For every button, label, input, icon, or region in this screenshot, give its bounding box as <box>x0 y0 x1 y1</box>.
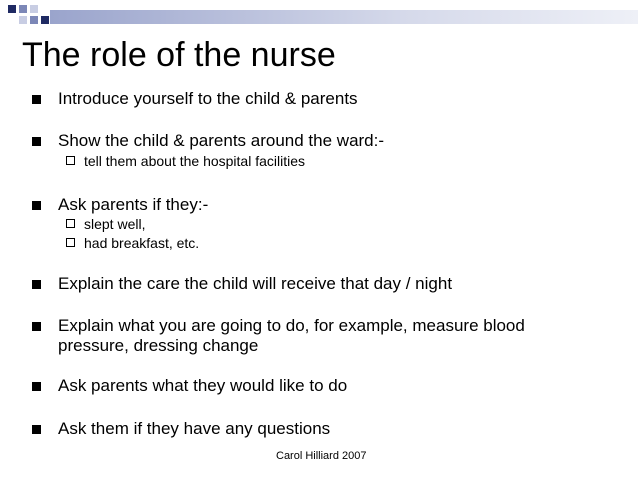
hollow-square-bullet-icon <box>66 238 75 247</box>
filled-square-bullet-icon <box>32 382 41 391</box>
filled-square-bullet-icon <box>32 137 41 146</box>
header-gradient-bar <box>50 10 638 24</box>
bullet-item: Introduce yourself to the child & parents <box>32 89 358 109</box>
header-square <box>30 5 38 13</box>
filled-square-bullet-icon <box>32 280 41 289</box>
header-square <box>19 16 27 24</box>
header-square <box>30 16 38 24</box>
bullet-item: Ask parents what they would like to do <box>32 376 347 396</box>
filled-square-bullet-icon <box>32 201 41 210</box>
footer-credit: Carol Hilliard 2007 <box>276 450 367 462</box>
bullet-item: Ask them if they have any questions <box>32 419 330 439</box>
hollow-square-bullet-icon <box>66 219 75 228</box>
filled-square-bullet-icon <box>32 95 41 104</box>
slide-title: The role of the nurse <box>22 36 336 74</box>
bullet-item: Show the child & parents around the ward:- <box>32 131 384 151</box>
header-square <box>19 5 27 13</box>
header-square <box>8 5 16 13</box>
sub-bullet-item: had breakfast, etc. <box>66 234 199 252</box>
filled-square-bullet-icon <box>32 322 41 331</box>
filled-square-bullet-icon <box>32 425 41 434</box>
header-square <box>41 16 49 24</box>
header-decoration <box>0 0 638 34</box>
bullet-item: Ask parents if they:- <box>32 195 208 215</box>
sub-bullet-item: tell them about the hospital facilities <box>66 152 305 170</box>
sub-bullet-item: slept well, <box>66 215 145 233</box>
bullet-item: Explain what you are going to do, for example, measure blood pressure, dressing change <box>32 316 525 356</box>
hollow-square-bullet-icon <box>66 156 75 165</box>
bullet-item: Explain the care the child will receive that day / night <box>32 274 452 294</box>
